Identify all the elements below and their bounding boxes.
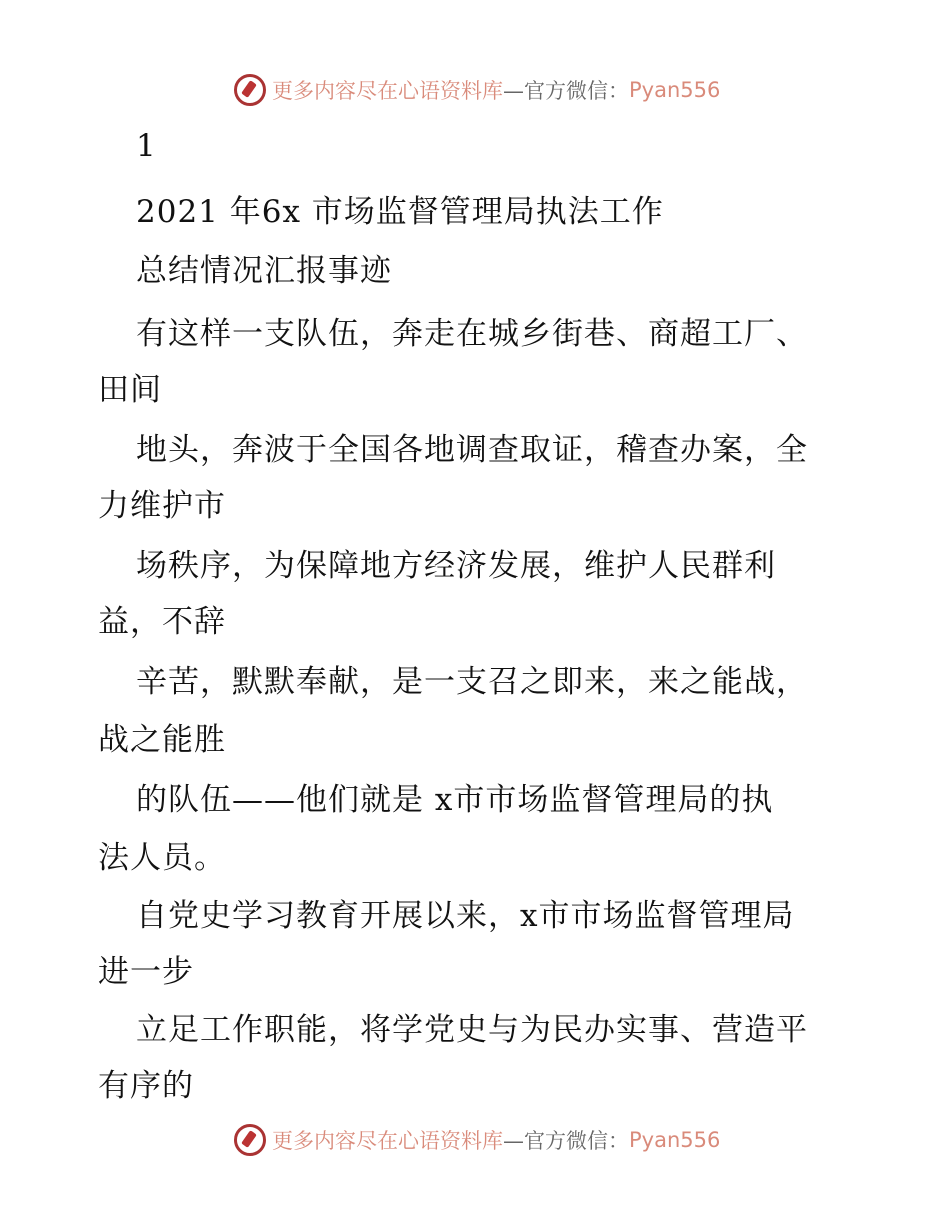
- text-line: 场秩序，为保障地方经济发展，维护人民群利: [136, 548, 776, 584]
- text-line: 益，不辞: [98, 604, 226, 640]
- header-watermark: [234, 74, 720, 106]
- text-line: 进一步: [98, 954, 194, 990]
- watermark-wechat-label: —官方微信：: [503, 79, 629, 103]
- text-line: 有这样一支队伍，奔走在城乡街巷、商超工厂、: [136, 316, 808, 352]
- text-line: 力维护市: [98, 488, 226, 524]
- text-line: 自党史学习教育开展以来，x市市场监督管理局: [136, 898, 795, 934]
- pen-logo-icon: [234, 1124, 266, 1156]
- watermark-wechat-label: —官方微信：: [503, 1129, 629, 1153]
- text-line: 有序的: [98, 1068, 194, 1104]
- watermark-wechat-id: Pyan556: [629, 78, 721, 102]
- footer-watermark: [234, 1124, 720, 1156]
- text-line: 立足工作职能，将学党史与为民办实事、营造平: [136, 1012, 808, 1048]
- watermark-text: 更多内容尽在心语资料库: [272, 1129, 503, 1153]
- text-line: 田间: [98, 372, 162, 408]
- watermark-wechat-id: Pyan556: [629, 1128, 721, 1152]
- text-line: 辛苦，默默奉献，是一支召之即来，来之能战，: [136, 664, 808, 700]
- title-line-1: 2021 年6x 市场监督管理局执法工作: [136, 194, 664, 230]
- text-line: 地头，奔波于全国各地调查取证，稽查办案，全: [136, 432, 808, 468]
- text-line: 的队伍——他们就是 x市市场监督管理局的执: [136, 782, 774, 818]
- text-line: 战之能胜: [98, 722, 226, 758]
- title-line-2: 总结情况汇报事迹: [136, 253, 392, 289]
- page-number: 1: [136, 128, 157, 164]
- pen-logo-icon: [234, 74, 266, 106]
- text-line: 法人员。: [98, 840, 226, 876]
- watermark-text: 更多内容尽在心语资料库: [272, 79, 503, 103]
